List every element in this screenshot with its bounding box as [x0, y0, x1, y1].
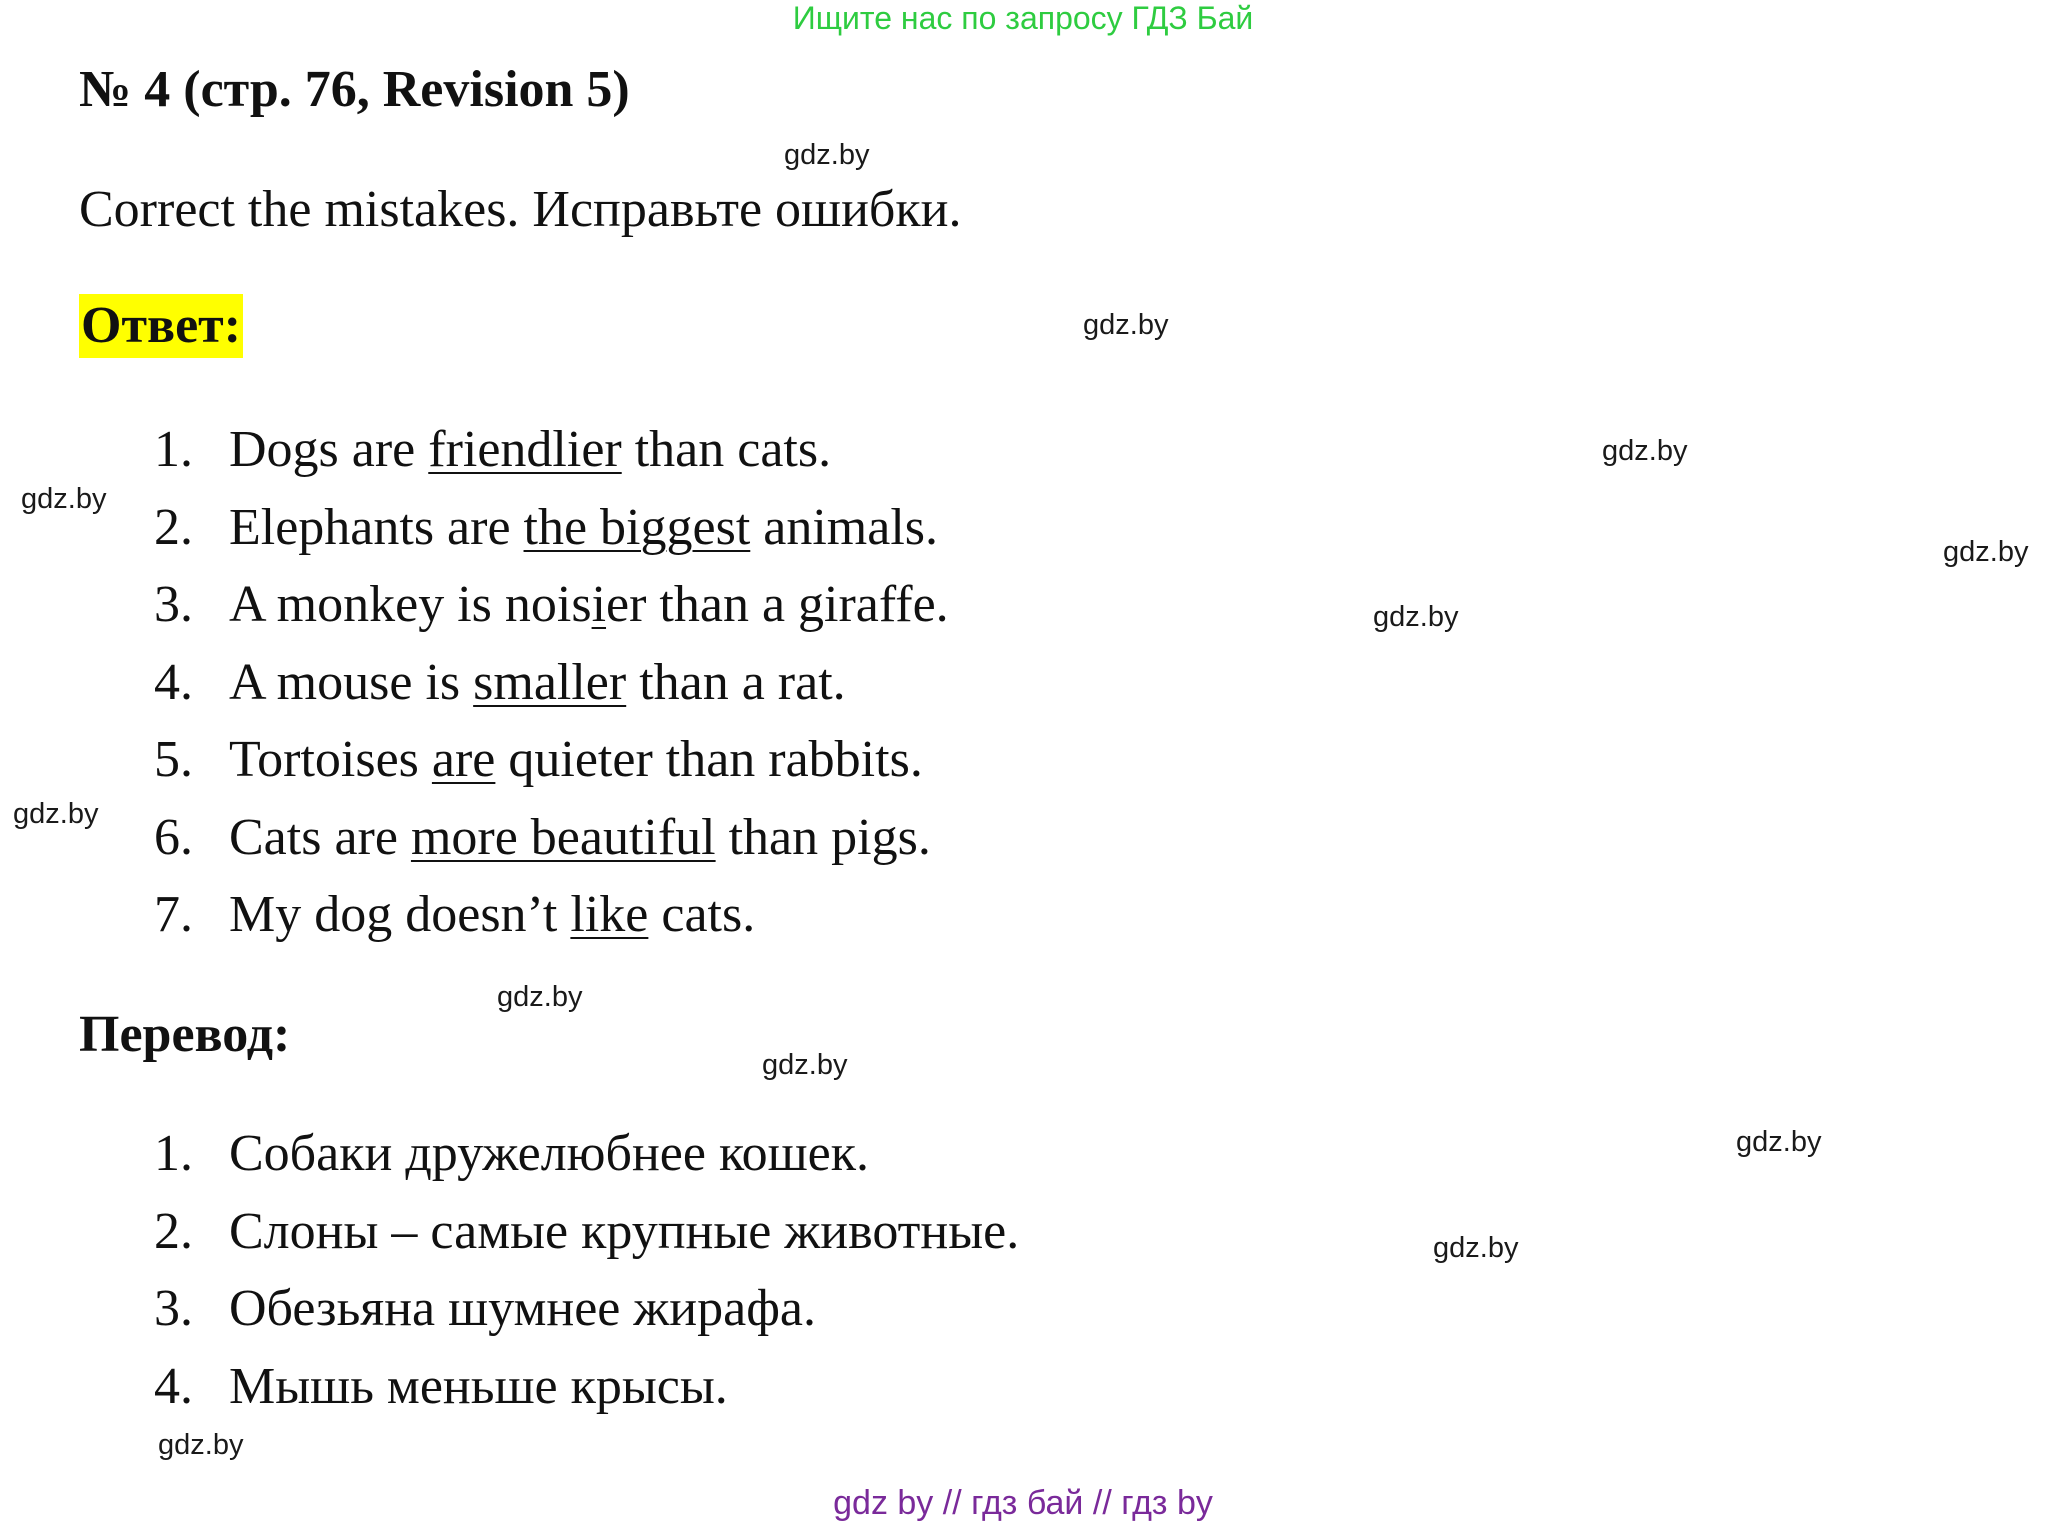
item-number: 4. — [154, 653, 193, 711]
translation-text: Обезьяна шумнее жирафа. — [229, 1280, 816, 1337]
corrected-word: i — [591, 576, 607, 633]
answer-text: My dog doesn’t like cats. — [229, 886, 756, 943]
item-number: 6. — [154, 808, 193, 866]
item-number: 3. — [154, 576, 193, 633]
corrected-word: are — [431, 731, 496, 788]
watermark: gdz.by — [1602, 435, 1688, 467]
corrected-word: friendlier — [428, 421, 622, 478]
watermark: gdz.by — [762, 1049, 848, 1081]
corrected-word: the biggest — [523, 498, 751, 556]
item-number: 1. — [154, 1125, 193, 1182]
answer-text: A mouse is smaller than a rat. — [229, 653, 846, 711]
item-number: 3. — [154, 1280, 193, 1337]
watermark: gdz.by — [1083, 309, 1169, 341]
item-number: 4. — [154, 1357, 193, 1415]
item-number: 1. — [154, 421, 193, 478]
corrected-word: smaller — [473, 653, 627, 711]
answer-text: Elephants are the biggest animals. — [229, 498, 939, 556]
task-instruction: Correct the mistakes. Исправьте ошибки. — [79, 181, 962, 238]
translation-text: Слоны – самые крупные животные. — [229, 1202, 1020, 1260]
translation-text: Мышь меньше крысы. — [229, 1357, 728, 1415]
answer-text: Cats are more beautiful than pigs. — [229, 808, 931, 866]
item-number: 7. — [154, 886, 193, 943]
watermark: gdz.by — [21, 483, 107, 515]
translation-heading: Перевод: — [79, 1006, 291, 1063]
watermark: gdz.by — [784, 139, 870, 171]
corrected-word: like — [570, 886, 649, 943]
bottom-banner: gdz by // гдз бай // гдз by — [833, 1484, 1213, 1522]
watermark: gdz.by — [158, 1429, 244, 1461]
watermark: gdz.by — [497, 981, 583, 1013]
watermark: gdz.by — [1373, 601, 1459, 633]
item-number: 2. — [154, 498, 193, 556]
top-banner: Ищите нас по запросу ГДЗ Бай — [792, 0, 1254, 36]
watermark: gdz.by — [1943, 536, 2029, 568]
item-number: 5. — [154, 731, 193, 788]
corrected-word: more beautiful — [410, 808, 716, 866]
item-number: 2. — [154, 1202, 193, 1260]
watermark: gdz.by — [13, 798, 99, 830]
watermark: gdz.by — [1736, 1126, 1822, 1158]
answer-heading: Ответ: — [79, 294, 243, 358]
answer-text: A monkey is noisier than a giraffe. — [229, 576, 949, 633]
watermark: gdz.by — [1433, 1232, 1519, 1264]
task-title: № 4 (стр. 76, Revision 5) — [79, 61, 630, 118]
answer-text: Dogs are friendlier than cats. — [229, 421, 832, 478]
translation-text: Собаки дружелюбнее кошек. — [229, 1125, 869, 1182]
answer-text: Tortoises are quieter than rabbits. — [229, 731, 923, 788]
